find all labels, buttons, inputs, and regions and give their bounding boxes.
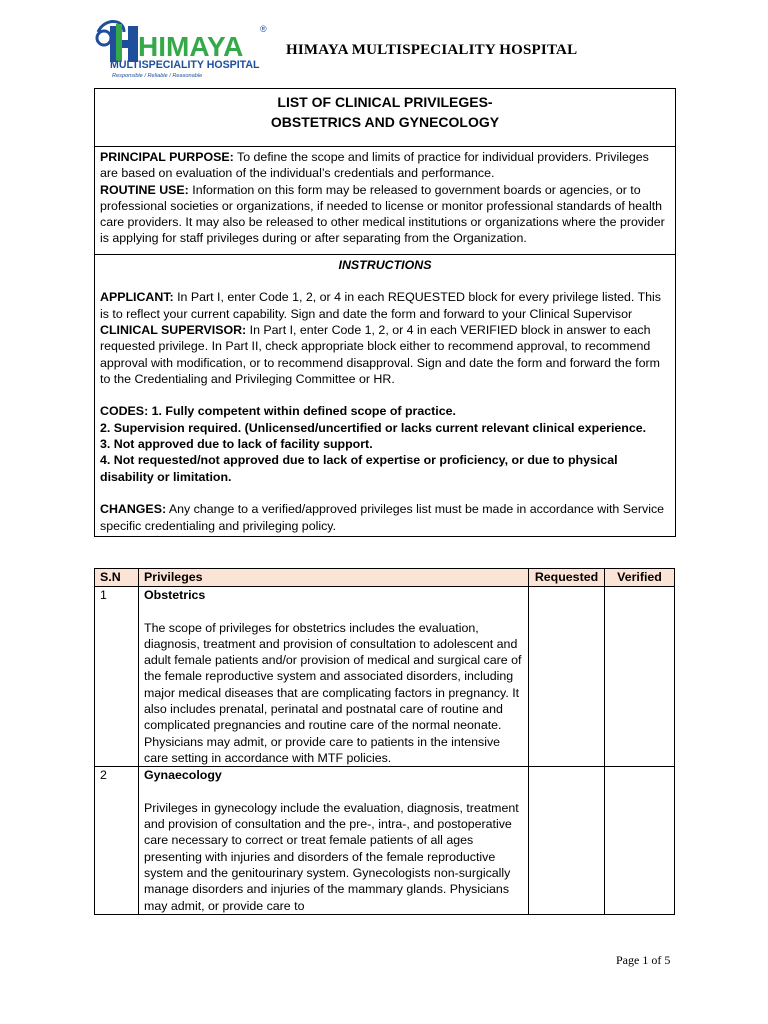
privilege-description: Privileges in gynecology include the evaluation, diagnosis, treatment and provision of consultation and the pre-, intra-, and postoperative care necessary to correct or treat female patients of all ages presenting with injuries and disorders of the female reproductive system and the genitourinary system. Gynecologists non-surgically manage disorders and injuries of the mammary glands. Physicians may admit, or provide care to — [144, 800, 519, 913]
table-row — [95, 587, 675, 767]
header-sn: S.N — [95, 569, 139, 587]
changes-label: CHANGES: — [100, 502, 167, 517]
logo-subtitle: MULTISPECIALITY HOSPITAL — [110, 59, 260, 71]
privilege-name: Obstetrics — [144, 588, 206, 602]
header-privileges: Privileges — [139, 569, 529, 587]
purpose-section — [95, 147, 675, 255]
privilege-cell — [139, 587, 529, 767]
routine-use-label: ROUTINE USE: — [100, 182, 189, 197]
page-number: Page 1 of 5 — [616, 953, 671, 967]
supervisor-instruction — [100, 322, 670, 387]
instructions-section — [95, 255, 675, 536]
instructions-heading: INSTRUCTIONS — [338, 257, 432, 272]
hospital-name: HIMAYA MULTISPECIALITY HOSPITAL — [286, 42, 578, 58]
header-requested: Requested — [529, 569, 605, 587]
verified-cell[interactable] — [605, 767, 675, 915]
code-2: 2. Supervision required. (Unlicensed/uncertified or lacks current relevant clinical experience. — [100, 420, 647, 435]
title-line-1: LIST OF CLINICAL PRIVILEGES- — [277, 94, 493, 110]
applicant-instruction — [100, 289, 670, 322]
row-sn: 2 — [95, 767, 139, 915]
title-line-2: OBSTETRICS AND GYNECOLOGY — [270, 114, 500, 130]
privilege-cell — [139, 767, 529, 915]
form-info-box — [94, 88, 676, 537]
supervisor-label: CLINICAL SUPERVISOR: — [100, 322, 247, 337]
requested-cell[interactable] — [529, 587, 605, 767]
supervisor-text: In Part I, enter Code 1, 2, or 4 in each VERIFIED block in answer to each requested privilege. In Part II, check appropriate block either to recommend approval, to recommend approval with modification, or to recommend disapproval. Sign and date the form and forward the form to the Credentialing and Privileging Committee or HR. — [100, 322, 660, 386]
applicant-text: In Part I, enter Code 1, 2, or 4 in each REQUESTED block for every privilege listed. This is to reflect your current capability. Sign and date the form and forward to your Clinical Supervisor — [100, 290, 662, 321]
table-row — [95, 767, 675, 915]
routine-use-text: Information on this form may be released to government boards or agencies, or to professional societies or organizations, if needed to license or monitor professional standards of health care providers. It may also be released to other medical institutions or organizations where the provider is applying for staff privileges during or after separating from the Organization. — [100, 182, 665, 246]
code-3: 3. Not approved due to lack of facility support. — [100, 437, 373, 452]
logo-word: HIMAYA — [138, 31, 244, 62]
changes-text: Any change to a verified/approved privileges list must be made in accordance with Service specific credentialing and privileging policy. — [100, 502, 665, 533]
changes-note — [100, 501, 670, 534]
table-header-row — [95, 569, 675, 587]
privileges-table — [94, 568, 675, 915]
requested-cell[interactable] — [529, 767, 605, 915]
applicant-label: APPLICANT: — [100, 290, 174, 305]
principal-purpose-label: PRINCIPAL PURPOSE: — [100, 150, 234, 164]
privilege-description: The scope of privileges for obstetrics includes the evaluation, diagnosis, treatment and provision of consultation to adolescent and adult female patients and/or provision of medical and surgical care of the female reproductive system and associated disorders, including major medical diseases that are complicating factors in pregnancy. It also includes prenatal, perinatal and postnatal care of routine and complicated pregnancies and routine care of the normal neonate. Physicians may admit, or provide care to patients in the intensive care setting in accordance with MTF policies. — [144, 620, 522, 765]
code-1: CODES: 1. Fully competent within defined scope of practice. — [100, 404, 456, 419]
privilege-name: Gynaecology — [144, 768, 222, 783]
verified-cell[interactable] — [605, 587, 675, 767]
logo-tagline: Responsible / Reliable / Reasonable — [112, 73, 203, 79]
header-verified: Verified — [605, 569, 675, 587]
principal-purpose-text: To define the scope and limits of practice for individual providers. Privileges are based on evaluation of the individual’s credentials and performance. — [100, 150, 649, 181]
codes-list — [100, 403, 670, 484]
registered-mark: ® — [260, 24, 267, 34]
row-sn: 1 — [95, 587, 139, 767]
code-4: 4. Not requested/not approved due to lack of expertise or proficiency, or due to physical disability or limitation. — [100, 453, 618, 484]
form-title — [95, 89, 675, 147]
hospital-logo — [94, 18, 270, 80]
